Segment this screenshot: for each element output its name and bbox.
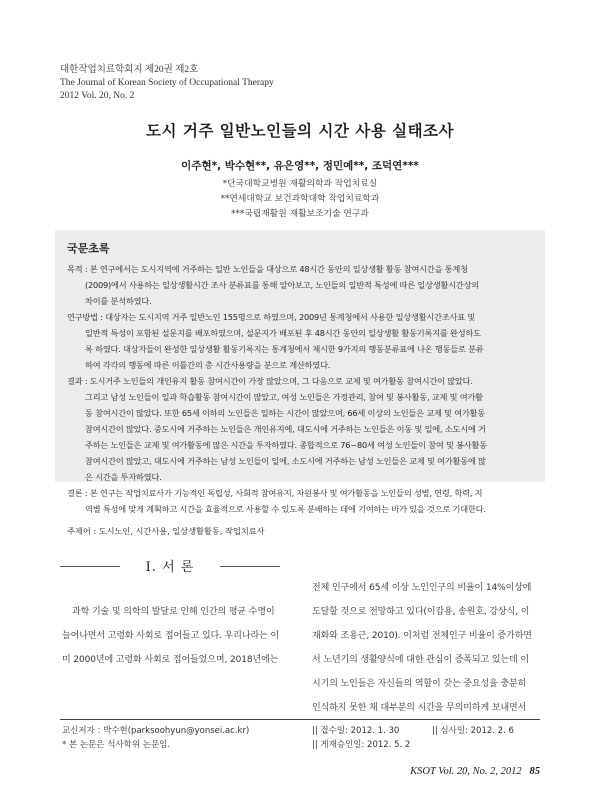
journal-volume: 2012 Vol. 20, No. 2 (60, 91, 135, 101)
abstract-line: 주하는 노인들은 교제 및 여가활동에 많은 시간을 투자하였다. 종합적으로 76~80세 여성 노인들이 참여 및 봉사활동 (85, 440, 487, 450)
journal-name-korean: 대한작업치료학회지 제20권 제2호 (60, 65, 199, 75)
body-line: 시기의 노인들은 자신들의 역할이 갖는 중요성을 충분히 (312, 679, 527, 689)
review-date: || 심사일: 2012. 2. 6 (432, 726, 514, 736)
page-number: 85 (529, 766, 540, 777)
body-line: 재화와 조용근, 2010). 이처럼 전체인구 비율이 증가하면 (312, 631, 532, 641)
section-rule-right (220, 566, 280, 567)
body-line: 인식하지 못한 채 대부분의 시간을 무의미하게 보내면서 (312, 703, 527, 713)
body-line: 과학 기술 및 의학의 발달로 인해 인간의 평균 수명이 (72, 607, 275, 617)
footnote-rule (60, 719, 540, 720)
abstract-line: 그리고 남성 노인들이 일과 학습활동 참여시간이 많았고, 여성 노인들은 가정관리, 참여 및 봉사활동, 교제 및 여가활 (85, 392, 483, 402)
abstract-line: (2009)에서 사용하는 일상생활시간 조사 분류표를 통해 알아보고, 노인들의 일반적 특성에 따른 일상생활시간상의 (85, 280, 480, 290)
abstract-line: 동 참여시간이 많았다. 또한 65세 이하의 노인들은 일하는 시간이 많았으며, 66세 이상의 노인들은 교제 및 여가활동 (85, 408, 486, 418)
page-footer (410, 766, 540, 777)
thesis-note: * 본 논문은 석사학위 논문임. (62, 740, 171, 750)
keywords: 주제어 : 도시노인, 시간사용, 일상생활활동, 작업치료사 (67, 526, 265, 536)
abstract-line: 목적 : 본 연구에서는 도시지역에 거주하는 일반 노인들을 대상으로 48시간 동안의 일상생활 활동 참여시간을 통계청 (67, 264, 468, 274)
affiliation-2: **연세대학교 보건과학대학 작업치료학과 (220, 194, 380, 204)
abstract-line: 연구방법 : 대상자는 도시지역 거주 일반노인 155명으로 하였으며, 2009년 통계청에서 사용한 일상생활시간조사표 및 (67, 312, 476, 322)
affiliation-3: ***국립재활원 재활보조기술 연구과 (231, 209, 369, 219)
author-list: 이주현*, 박수현**, 유은영**, 정민예**, 조덕연*** (181, 160, 419, 172)
accepted-date: || 게재승인일: 2012. 5. 2 (312, 740, 411, 750)
abstract-line: 은 시간을 투자하였다. (85, 472, 162, 482)
body-line: 전체 인구에서 65세 이상 노인인구의 비율이 14%이상에 (312, 583, 532, 593)
abstract-line: 결과 : 도시거주 노인들의 개인유지 활동 참여시간이 가장 많았으며, 그 다음으로 교제 및 여가활동 참여시간이 많았다. (67, 376, 473, 386)
abstract-line: 결론 : 본 연구는 작업치료사가 기능적인 독립성, 사회적 참여유지, 자원봉사 및 여가활동을 노인들의 성별, 연령, 학력, 지 (67, 488, 483, 498)
corresponding-author: 교신저자 : 박수현(parksoohyun@yonsei.ac.kr) (62, 726, 250, 736)
journal-name-english: The Journal of Korean Society of Occupational Therapy (60, 78, 274, 88)
section-heading: Ⅰ. 서 론 (145, 560, 195, 575)
abstract-line: 하여 각각의 행동에 따른 이틀간의 총 시간사용량을 분으로 계산하였다. (85, 360, 331, 370)
journal-header (60, 64, 274, 103)
abstract-heading: 국문초록 (67, 242, 110, 255)
affiliation-1: *단국대학교병원 재활의학과 작업치료실 (222, 179, 378, 189)
abstract-line: 록 하였다. 대상자들이 완성한 일상생활 활동기록지는 통계청에서 제시한 9가지의 행동분류표에 나온 행동들로 분류 (85, 344, 484, 354)
body-line: 도달할 것으로 전망하고 있다(이갑용, 송원호, 강상식, 이 (312, 607, 530, 617)
abstract-line: 차이를 분석하였다. (85, 296, 152, 306)
abstract-line: 역별 특성에 맞게 계획하고 시간을 효율적으로 사용할 수 있도록 분배하는 데에 기여하는 바가 있을 것으로 기대한다. (85, 504, 486, 514)
abstract-line: 일반적 특성이 포함된 설문지를 배포하였으며, 설문지가 배포된 후 48시간 동안의 일상생활 활동기록지를 완성하도 (85, 328, 481, 338)
received-date: || 접수일: 2012. 1. 30 (312, 726, 400, 736)
paper-title: 도시 거주 일반노인들의 시간 사용 실태조사 (146, 121, 454, 140)
abstract-line: 참여시간이 많았고, 대도시에 거주하는 남성 노인들이 일에, 소도시에 거주하는 남성 노인들은 교제 및 여가활동에 많 (85, 456, 486, 466)
body-line: 미 2000년에 고령화 사회로 접어들었으며, 2018년에는 (62, 655, 279, 665)
body-line: 늘어나면서 고령화 사회로 접어들고 있다. 우리나라는 이 (62, 631, 279, 641)
body-line: 서 노년기의 생활양식에 대한 관심이 증폭되고 있는데 이 (312, 655, 529, 665)
abstract-line: 참여시간이 많았다. 중도시에 거주하는 노인들은 개인유지에, 대도시에 거주하는 노인들은 이동 및 일에, 소도시에 거 (85, 424, 486, 434)
footer-journal: KSOT Vol. 20, No. 2, 2012 (410, 766, 522, 777)
